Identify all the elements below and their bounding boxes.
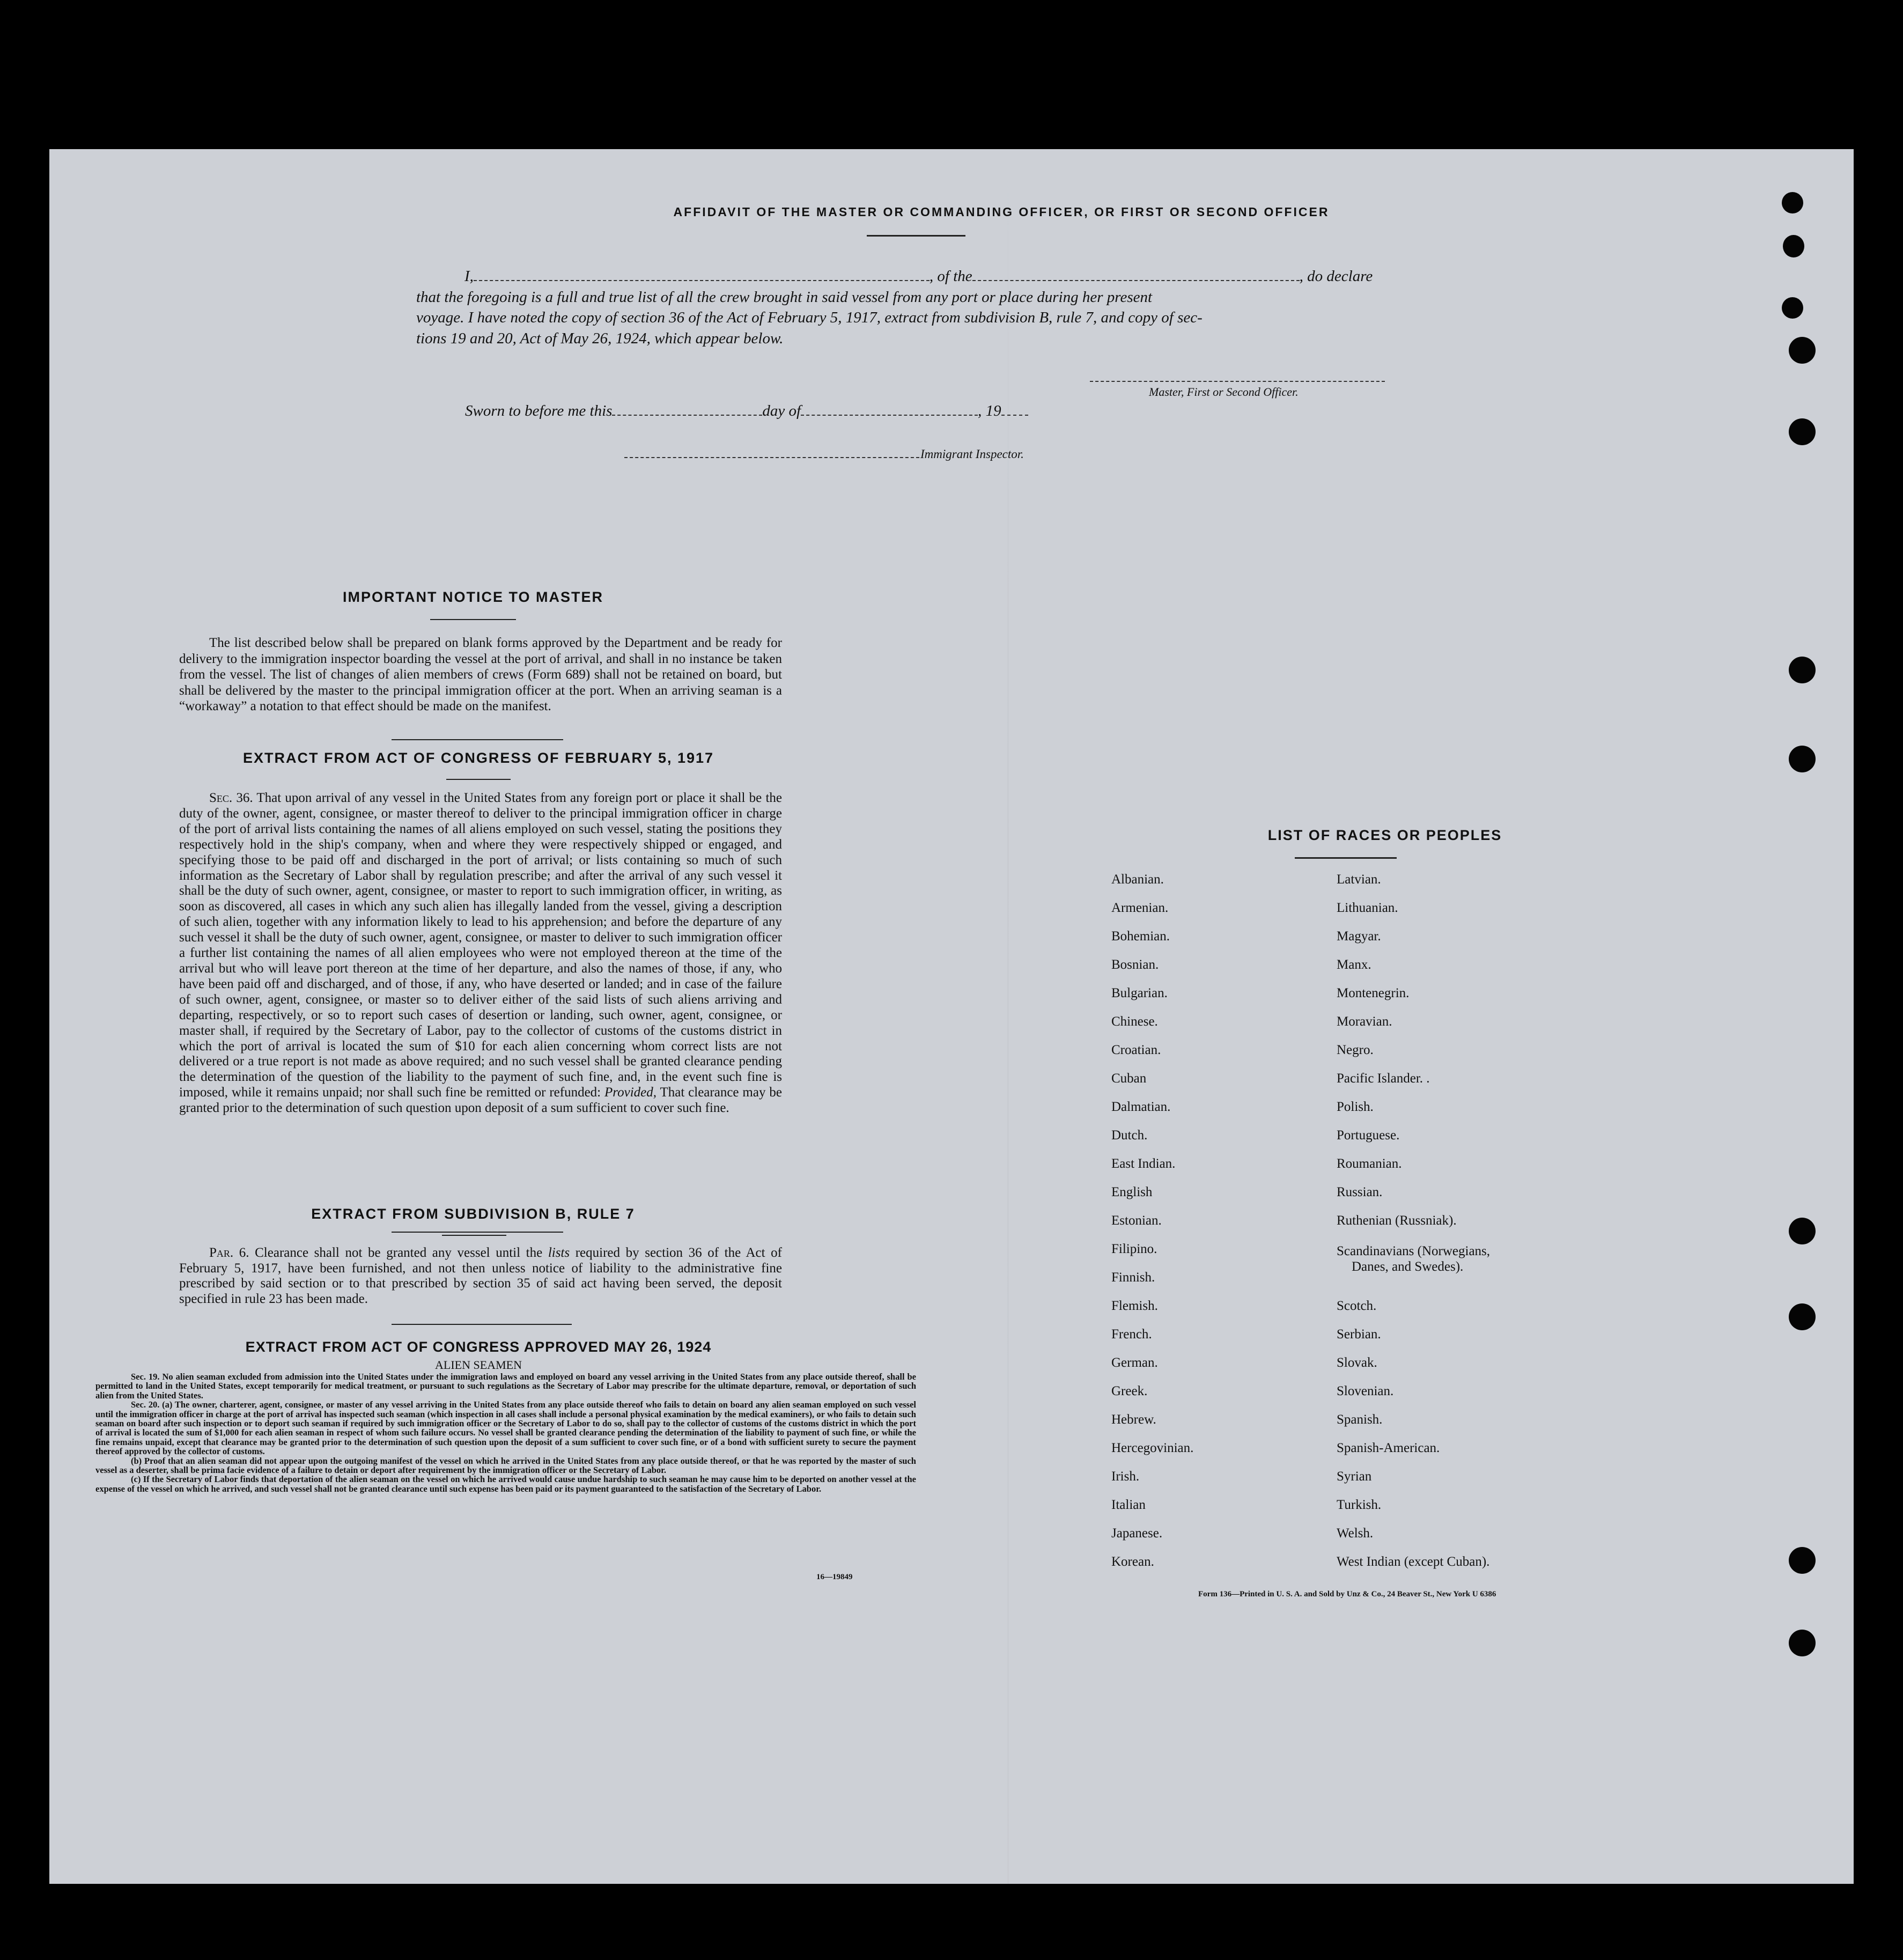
race-item: Scotch. [1337,1299,1377,1313]
race-item: Chinese. [1111,1014,1158,1029]
race-item: German. [1111,1355,1158,1370]
races-title-rule [1295,857,1397,859]
binder-hole [1782,192,1803,213]
section-divider [392,1232,563,1233]
form-printer-note: Form 136—Printed in U. S. A. and Sold by Unz & Co., 24 Beaver St., New York U 6386 [1198,1590,1496,1598]
race-item: Hercegovinian. [1111,1441,1194,1455]
extract-1924-subtitle: ALIEN SEAMEN [435,1358,522,1372]
race-item: Ruthenian (Russniak). [1337,1213,1457,1228]
extract-rule7-text: Par. 6. Clearance shall not be granted any vessel until the lists required by section 36 of the Act of February 5, 1917, have been furnished, and not then unless notice of liability to the administrative fine prescribed by said section or to that prescribed by section 35 of said act having been served, the deposit specified in rule 23 has been made. [179,1246,782,1306]
extract-1917-title-rule [446,779,511,780]
race-item: Roumanian. [1337,1156,1402,1171]
race-item: Dalmatian. [1111,1100,1171,1114]
sworn-line: Sworn to before me this day of , 19 [465,402,1028,420]
affidavit-title: AFFIDAVIT OF THE MASTER OR COMMANDING OFFICER, OR FIRST OR SECOND OFFICER [673,205,1330,219]
vessel-field[interactable] [972,280,1300,281]
race-item: Japanese. [1111,1526,1163,1541]
race-item: Danes, and Swedes). [1352,1259,1464,1274]
race-item: Slovak. [1337,1355,1377,1370]
affidavit-title-rule [867,235,965,237]
affidavit-line-1: I, , of the , do declare [464,268,1373,285]
race-item: Syrian [1337,1469,1372,1484]
race-item: Armenian. [1111,901,1169,915]
document-page [49,149,1854,1884]
notice-text: The list described below shall be prepared on blank forms approved by the Department and be ready for delivery to the immigration inspector boarding the vessel at the port of arrival, and shall in no instance be taken from the vessel. The list of changes of alien members of crews (Form 689) shall not be retained on board, but shall be delivered by the master to the principal immigration officer at the port. When an arriving seaman is a “workaway” a notation to that effect should be made on the manifest. [179,636,782,713]
sworn-day-field[interactable] [612,415,762,416]
extract-1917-text: Sec. 36. That upon arrival of any vessel in the United States from any foreign port or place it shall be the duty of the owner, agent, consignee, or master thereof to deliver to the principal immigration officer in charge of the port of arrival lists containing the names of all aliens employed on such vessel, stating the positions they respectively hold in the ship's company, when and where they were respectively shipped or engaged, and specifying those to be paid off and discharged in the port of arrival; or lists containing so much of such information as the Secretary of Labor shall by regulation prescribe; and after the arrival of any such vessel it shall be the duty of such owner, agent, consignee, or master to report to such immigration officer, in writing, as soon as discovered, all cases in which any such alien has illegally landed from the vessel, giving a description of such alien, together with any information likely to lead to his apprehension; and before the departure of any such vessel it shall be the duty of such owner, agent, consignee, or master to deliver to such immigration officer a further list containing the names of all alien employees who were not employed thereon at the time of the arrival but who will leave port thereon at the time of her departure, and also the names of those, if any, who have been paid off and discharged, and of those, if any, who have deserted or landed; and in case of the failure of such owner, agent, consignee, or master so to deliver either of the said lists of such aliens arriving and departing, respectively, or so to report such cases of desertion or landing, such owner, agent, consignee, or master shall, if required by the Secretary of Labor, pay to the collector of customs of the customs district in which the port of arrival is located the sum of $10 for each alien concerning whom correct lists are not delivered or a true report is not made as above required; and no such vessel shall be granted clearance pending the determination of the question of the liability to the payment of such fine, and, in the event such fine is imposed, while it remains unpaid; nor shall such fine be remitted or refunded: Provided, That clearance may be granted prior to the determination of such question upon deposit of a sum sufficient to cover such fine. [179,791,782,1116]
race-item: Spanish-American. [1337,1441,1440,1455]
race-item: Lithuanian. [1337,901,1398,915]
extract-rule7-title: EXTRACT FROM SUBDIVISION B, RULE 7 [311,1206,635,1222]
race-item: Bohemian. [1111,929,1170,944]
race-item: Greek. [1111,1384,1148,1398]
race-item: Bosnian. [1111,957,1159,972]
race-item: Bulgarian. [1111,986,1168,1000]
section-divider [392,1324,572,1325]
race-item: Irish. [1111,1469,1140,1484]
race-item: Spanish. [1337,1412,1383,1427]
notice-title-rule [430,619,516,620]
race-item: French. [1111,1327,1152,1342]
affidavit-line-3: voyage. I have noted the copy of section 36 of the Act of February 5, 1917, extract from subdivision B, rule 7, and copy of sec- [416,309,1203,326]
master-signature-field[interactable] [1090,381,1385,382]
race-item: Finnish. [1111,1270,1155,1285]
inspector-signature-label: Immigrant Inspector. [920,447,1024,461]
binder-hole [1789,1547,1816,1574]
race-item: Slovenian. [1337,1384,1394,1398]
binder-hole [1789,657,1816,683]
master-signature-label: Master, First or Second Officer. [1149,385,1299,399]
race-item: Scandinavians (Norwegians, [1337,1244,1491,1258]
race-item: English [1111,1185,1153,1199]
race-item: Portuguese. [1337,1128,1400,1143]
race-item: Cuban [1111,1071,1147,1086]
extract-1924-text [95,1372,916,1493]
race-item: Filipino. [1111,1242,1157,1256]
race-item: Pacific Islander. . [1337,1071,1430,1086]
extract-rule7-title-rule [442,1235,506,1236]
sec-20c-text: (c) If the Secretary of Labor finds that deportation of the alien seaman on the vessel on which he arrived would cause undue hardship to such seaman he may cause him to be deported on another vessel at the expense of the vessel on which he arrived, and such vessel shall not be granted clearance until such expense has been paid or its payment guaranteed to the satisfaction of the Secretary of Labor. [95,1474,916,1494]
inspector-signature-field[interactable] [624,457,919,458]
print-code: 16—19849 [816,1573,853,1581]
notice-title: IMPORTANT NOTICE TO MASTER [343,589,603,605]
binder-hole [1789,746,1816,772]
binder-hole [1782,297,1803,319]
section-divider [392,739,563,740]
race-item: Korean. [1111,1554,1154,1569]
extract-1917-title: EXTRACT FROM ACT OF CONGRESS OF FEBRUARY 5, 1917 [242,750,714,766]
race-item: Russian. [1337,1185,1383,1199]
extract-1924-title: EXTRACT FROM ACT OF CONGRESS APPROVED MAY 26, 1924 [245,1339,712,1355]
sec-20b-text: (b) Proof that an alien seaman did not appear upon the outgoing manifest of the vessel on which he arrived in the United States from any place outside thereof, or that he was reported by the master of such vessel as a deserter, shall be prima facie evidence of a failure to detain or deport after requirement by the immigration officer or the Secretary of Labor. [95,1455,916,1476]
race-item: Croatian. [1111,1043,1161,1057]
sec-19-text: Sec. 19. No alien seaman excluded from admission into the United States under the immigration laws and employed on board any vessel arriving in the United States from any place outside thereof, shall be permitted to land in the United States, except temporarily for medical treatment, or pursuant to such regulations as the Secretary of Labor may prescribe for the ultimate departure, removal, or deportation of such alien from the United States. [95,1372,916,1401]
race-item: Magyar. [1337,929,1381,944]
sworn-month-field[interactable] [801,415,978,416]
sec-20a-text: Sec. 20. (a) The owner, charterer, agent, consignee, or master of any vessel arriving in the United States from any place outside thereof who fails to detain on board any alien seaman employed on such vessel until the immigration officer in charge at the port of arrival has inspected such seaman (which inspection in all cases shall include a personal physical examination by the medical examiners), or who fails to detain such seaman on board after such inspection or to deport such seaman if required by such immigration officer or the Secretary of Labor to do so, shall pay to the collector of customs of the customs district in which the port of arrival is located the sum of $1,000 for each alien seaman in respect of whom such failure occurs. No vessel shall be granted clearance pending the determination of the liability to payment of such fine, or while the fine remains unpaid, except that clearance may be granted prior to the determination of such question upon the deposit of a sum sufficient to cover such fine, or of a bond with sufficient surety to secure the payment thereof approved by the collector of customs. [95,1399,916,1457]
binder-hole [1789,1303,1816,1330]
race-item: Estonian. [1111,1213,1162,1228]
race-item: Manx. [1337,957,1371,972]
race-item: West Indian (except Cuban). [1337,1554,1490,1569]
binder-hole [1789,1218,1816,1244]
race-item: Hebrew. [1111,1412,1156,1427]
binder-hole [1783,235,1804,257]
name-field[interactable] [474,280,930,281]
binder-hole [1789,1630,1816,1656]
race-item: Latvian. [1337,872,1381,887]
binder-hole [1789,337,1816,364]
par-6-label: Par. 6. [209,1246,249,1260]
race-item: Flemish. [1111,1299,1158,1313]
race-item: Montenegrin. [1337,986,1410,1000]
affidavit-line-2: that the foregoing is a full and true list of all the crew brought in said vessel from any port or place during her present [416,288,1153,306]
race-item: Serbian. [1337,1327,1381,1342]
race-item: Dutch. [1111,1128,1148,1143]
race-item: Negro. [1337,1043,1374,1057]
race-item: Welsh. [1337,1526,1374,1541]
race-item: Albanian. [1111,872,1164,887]
sec-36-label: Sec. 36. [209,791,253,805]
race-item: Moravian. [1337,1014,1392,1029]
race-item: Italian [1111,1498,1146,1512]
affidavit-declaration [416,266,1467,349]
affidavit-line-4: tions 19 and 20, Act of May 26, 1924, which appear below. [416,329,784,347]
race-item: Polish. [1337,1100,1374,1114]
race-item: Turkish. [1337,1498,1382,1512]
races-title: LIST OF RACES OR PEOPLES [1267,827,1502,843]
race-item: East Indian. [1111,1156,1176,1171]
sworn-year-field[interactable] [1001,415,1028,416]
binder-hole [1789,418,1816,445]
